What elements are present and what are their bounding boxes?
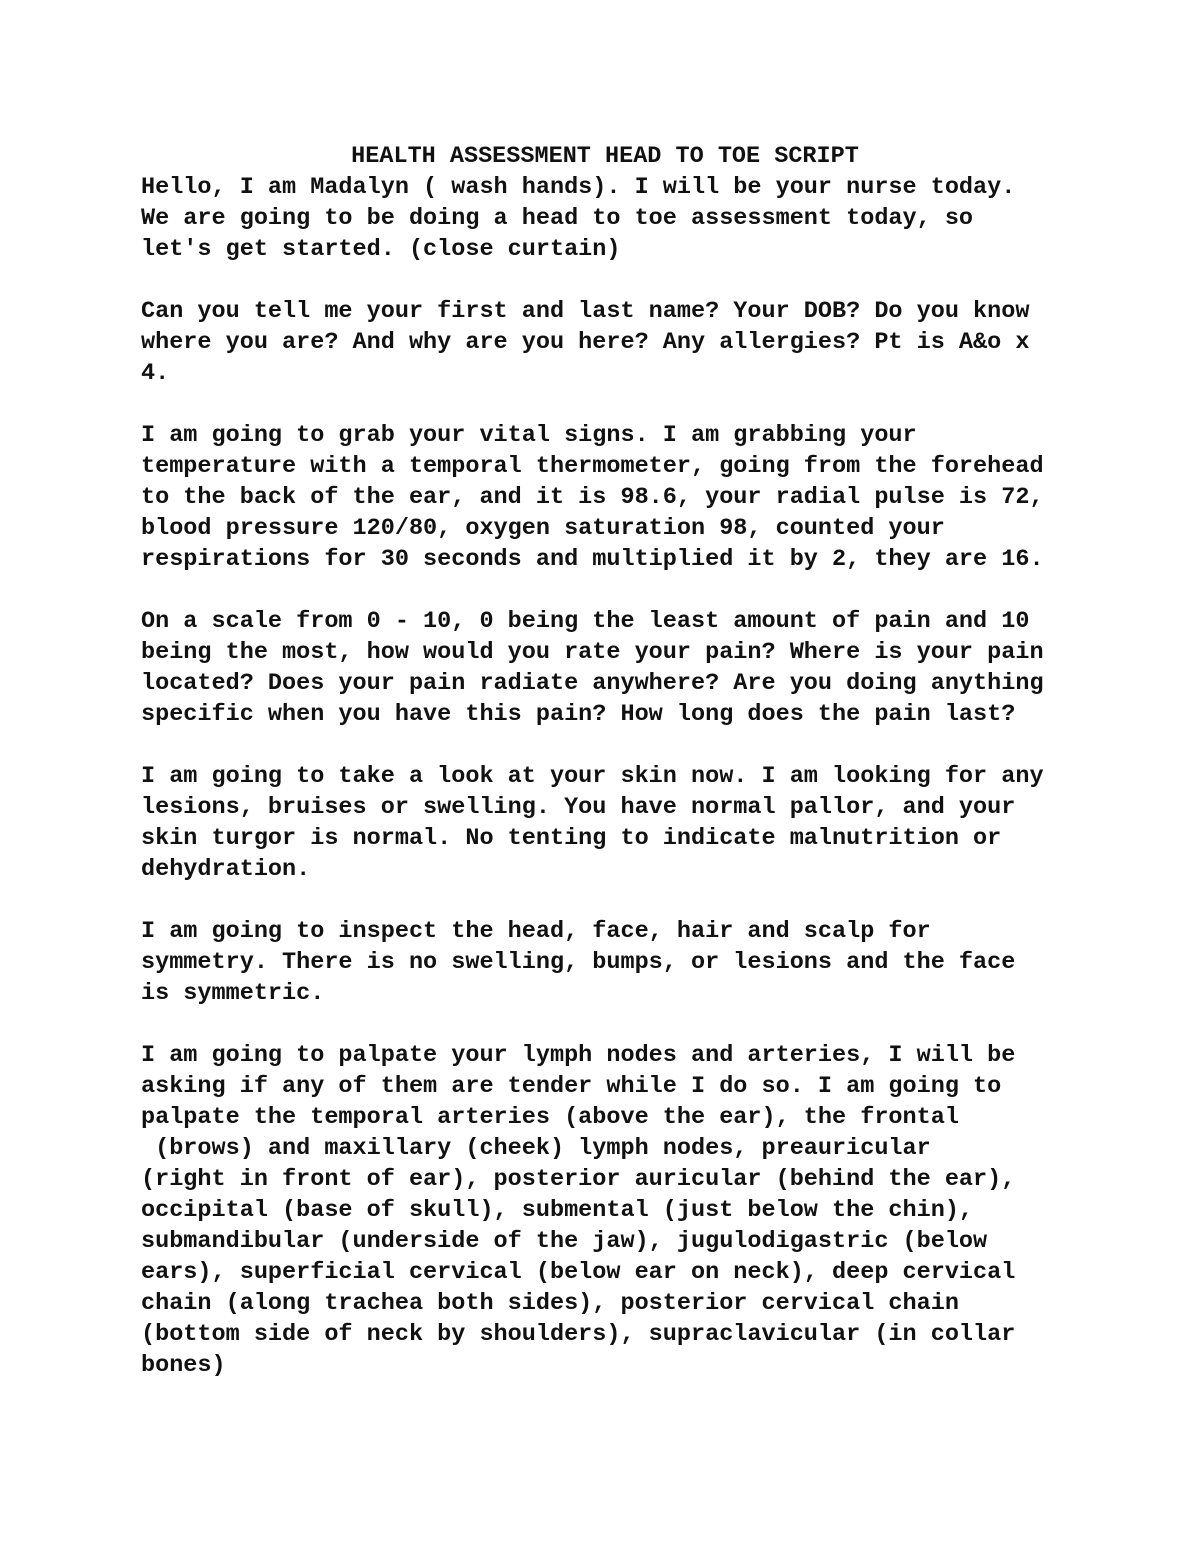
text-line: specific when you have this pain? How long does the pain last? (141, 701, 1016, 728)
paragraph (141, 1040, 1081, 1381)
text-line: I am going to take a look at your skin now. I am looking for any (141, 763, 1044, 790)
paragraph (141, 420, 1081, 575)
paragraph (141, 296, 1081, 389)
paragraph (141, 761, 1081, 885)
text-line: ears), superficial cervical (below ear on neck), deep cervical (141, 1259, 1016, 1286)
text-line: asking if any of them are tender while I do so. I am going to (141, 1073, 1002, 1100)
text-line: occipital (base of skull), submental (just below the chin), (141, 1197, 974, 1224)
text-line: (brows) and maxillary (cheek) lymph nodes, preauricular (141, 1135, 931, 1162)
text-line: 4. (141, 360, 170, 387)
text-line: temperature with a temporal thermometer, going from the forehead (141, 453, 1044, 480)
text-line: dehydration. (141, 856, 311, 883)
text-line: submandibular (underside of the jaw), jugulodigastric (below (141, 1228, 988, 1255)
paragraph (141, 606, 1081, 730)
paragraph-list (141, 172, 1081, 1381)
document-title: HEALTH ASSESSMENT HEAD TO TOE SCRIPT (351, 143, 859, 170)
paragraph (141, 916, 1081, 1009)
text-line: skin turgor is normal. No tenting to indicate malnutrition or (141, 825, 1002, 852)
text-line: I am going to palpate your lymph nodes and arteries, I will be (141, 1042, 1016, 1069)
text-line: let's get started. (close curtain) (141, 236, 621, 263)
text-line: On a scale from 0 - 10, 0 being the least amount of pain and 10 (141, 608, 1030, 635)
text-line: to the back of the ear, and it is 98.6, your radial pulse is 72, (141, 484, 1044, 511)
text-line: I am going to inspect the head, face, hair and scalp for (141, 918, 931, 945)
document-body (141, 142, 1081, 1412)
text-line: bones) (141, 1352, 226, 1379)
text-line: respirations for 30 seconds and multiplied it by 2, they are 16. (141, 546, 1044, 573)
text-line: (right in front of ear), posterior auricular (behind the ear), (141, 1166, 1016, 1193)
text-line: lesions, bruises or swelling. You have normal pallor, and your (141, 794, 1016, 821)
paragraph (141, 172, 1081, 265)
text-line: palpate the temporal arteries (above the ear), the frontal (141, 1104, 959, 1131)
text-line: chain (along trachea both sides), posterior cervical chain (141, 1290, 959, 1317)
text-line: is symmetric. (141, 980, 325, 1007)
text-line: where you are? And why are you here? Any allergies? Pt is A&o x (141, 329, 1030, 356)
text-line: being the most, how would you rate your pain? Where is your pain (141, 639, 1044, 666)
text-line: I am going to grab your vital signs. I am grabbing your (141, 422, 917, 449)
text-line: Hello, I am Madalyn ( wash hands). I will be your nurse today. (141, 174, 1016, 201)
text-line: We are going to be doing a head to toe assessment today, so (141, 205, 974, 232)
text-line: symmetry. There is no swelling, bumps, or lesions and the face (141, 949, 1016, 976)
text-line: Can you tell me your first and last name? Your DOB? Do you know (141, 298, 1030, 325)
text-line: (bottom side of neck by shoulders), supraclavicular (in collar (141, 1321, 1016, 1348)
text-line: blood pressure 120/80, oxygen saturation 98, counted your (141, 515, 945, 542)
text-line: located? Does your pain radiate anywhere? Are you doing anything (141, 670, 1044, 697)
